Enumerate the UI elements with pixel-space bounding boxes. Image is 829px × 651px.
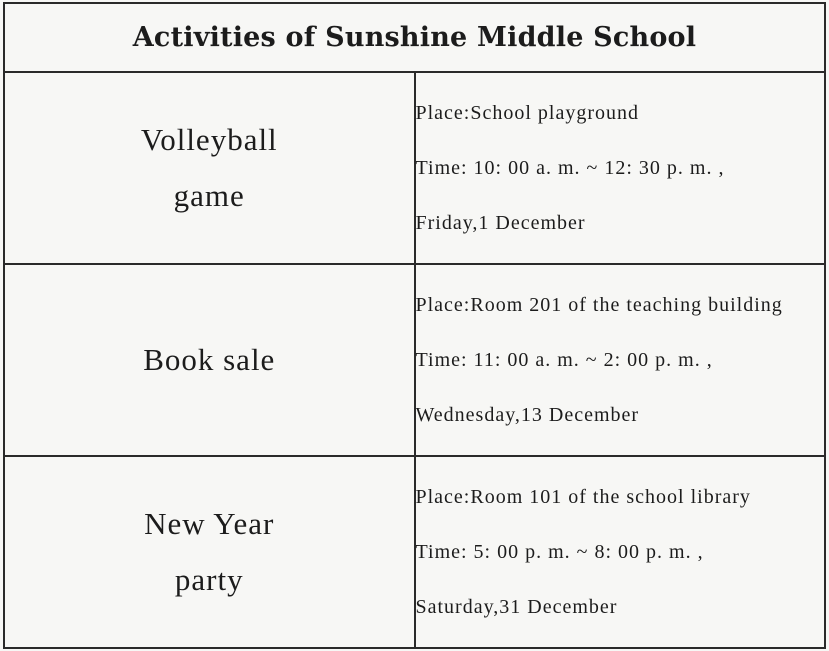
event-details-cell [415,456,826,648]
activities-table [3,2,826,649]
event-date: Saturday,31 December [415,595,618,618]
event-name-cell [4,72,415,264]
event-time: Time: 11: 00 a. m. ~ 2: 00 p. m. , [415,348,713,371]
activities-document [3,2,826,647]
title-row [4,3,825,72]
event-name-cell [4,456,415,648]
event-details-cell [415,72,826,264]
event-date: Wednesday,13 December [415,403,640,426]
event-place: Place:School playground [415,101,640,124]
event-place: Place:Room 101 of the school library [415,485,751,508]
event-name-line: game [173,178,245,213]
event-name-line: New Year [144,506,275,541]
event-date: Friday,1 December [415,211,586,234]
table-row-book-sale [4,264,825,456]
event-name-line: Volleyball [140,122,278,157]
event-details-cell [415,264,826,456]
table-row-volleyball [4,72,825,264]
table-row-new-year-party [4,456,825,648]
event-time: Time: 10: 00 a. m. ~ 12: 30 p. m. , [415,156,725,179]
event-time: Time: 5: 00 p. m. ~ 8: 00 p. m. , [415,540,704,563]
event-name-cell [4,264,415,456]
event-name-line: party [174,562,244,597]
event-name-line: Book sale [143,342,276,377]
event-place: Place:Room 201 of the teaching building [415,293,783,316]
table-title: Activities of Sunshine Middle School [4,3,825,72]
